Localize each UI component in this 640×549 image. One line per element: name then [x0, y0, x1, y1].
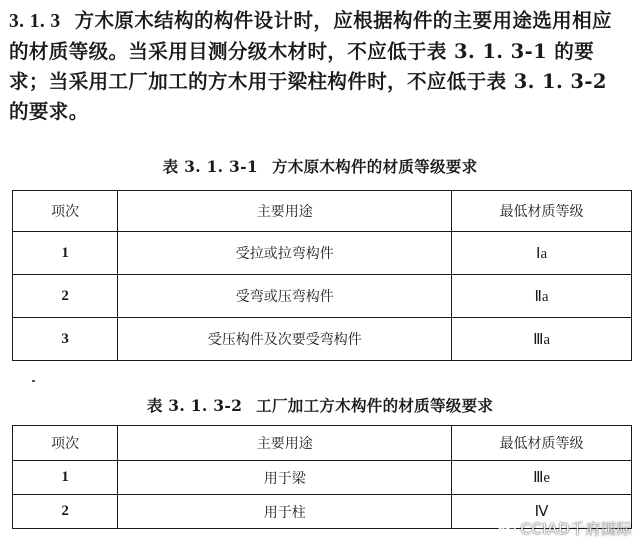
table-row [13, 232, 632, 275]
table2-caption [0, 394, 640, 416]
table1-row1-item: 1 [13, 232, 118, 275]
table1-row3-use: 受压构件及次要受弯构件 [118, 318, 452, 361]
table1-header-row [13, 191, 632, 232]
table1-caption [0, 155, 640, 177]
clause-number: 3. 1. 3 [9, 11, 61, 32]
clause-text: 方木原木结构的构件设计时，应根据构件的主要用途选用相应的材质等级。当采用目测分级木材时，不应低于表 3. 1. 3-1 的要求；当采用工厂加工的方木用于梁柱构件时，不应低于表 3. 1. 3-2 的要求。 [9, 9, 612, 123]
table1-row1-use: 受拉或拉弯构件 [118, 232, 452, 275]
table1-header-grade: 最低材质等级 [452, 191, 632, 232]
wechat-icon [496, 517, 516, 539]
table1-row2-use: 受弯或压弯构件 [118, 275, 452, 318]
table2-row2-grade: Ⅳ [452, 495, 632, 529]
table2-row1-use: 用于梁 [118, 461, 452, 495]
table2-header-grade: 最低材质等级 [452, 426, 632, 461]
table2-header-item: 项次 [13, 426, 118, 461]
table1-row3-item: 3 [13, 318, 118, 361]
stray-mark [32, 380, 35, 382]
table-row [13, 275, 632, 318]
table2-row2-item: 2 [13, 495, 118, 529]
watermark-text: CCIAD千府国际 [520, 519, 632, 538]
table1 [12, 190, 632, 361]
table2-number: 表 3. 1. 3-2 [146, 396, 243, 415]
table-row [13, 461, 632, 495]
table2-header-use: 主要用途 [118, 426, 452, 461]
table1-row1-grade: Ⅰa [452, 232, 632, 275]
table1-header-use: 主要用途 [118, 191, 452, 232]
table1-row2-grade: Ⅱa [452, 275, 632, 318]
table1-row2-item: 2 [13, 275, 118, 318]
table2 [12, 425, 632, 529]
table2-title: 工厂加工方木构件的材质等级要求 [256, 396, 494, 415]
table1-header-item: 项次 [13, 191, 118, 232]
table-row [13, 318, 632, 361]
table1-row3-grade: Ⅲa [452, 318, 632, 361]
table2-row2-use: 用于柱 [118, 495, 452, 529]
table2-header-row [13, 426, 632, 461]
table2-row1-item: 1 [13, 461, 118, 495]
watermark [496, 517, 632, 539]
table1-title: 方木原木构件的材质等级要求 [271, 157, 478, 176]
table2-row1-grade: Ⅲe [452, 461, 632, 495]
clause-paragraph [9, 6, 631, 127]
table1-number: 表 3. 1. 3-1 [162, 157, 258, 176]
